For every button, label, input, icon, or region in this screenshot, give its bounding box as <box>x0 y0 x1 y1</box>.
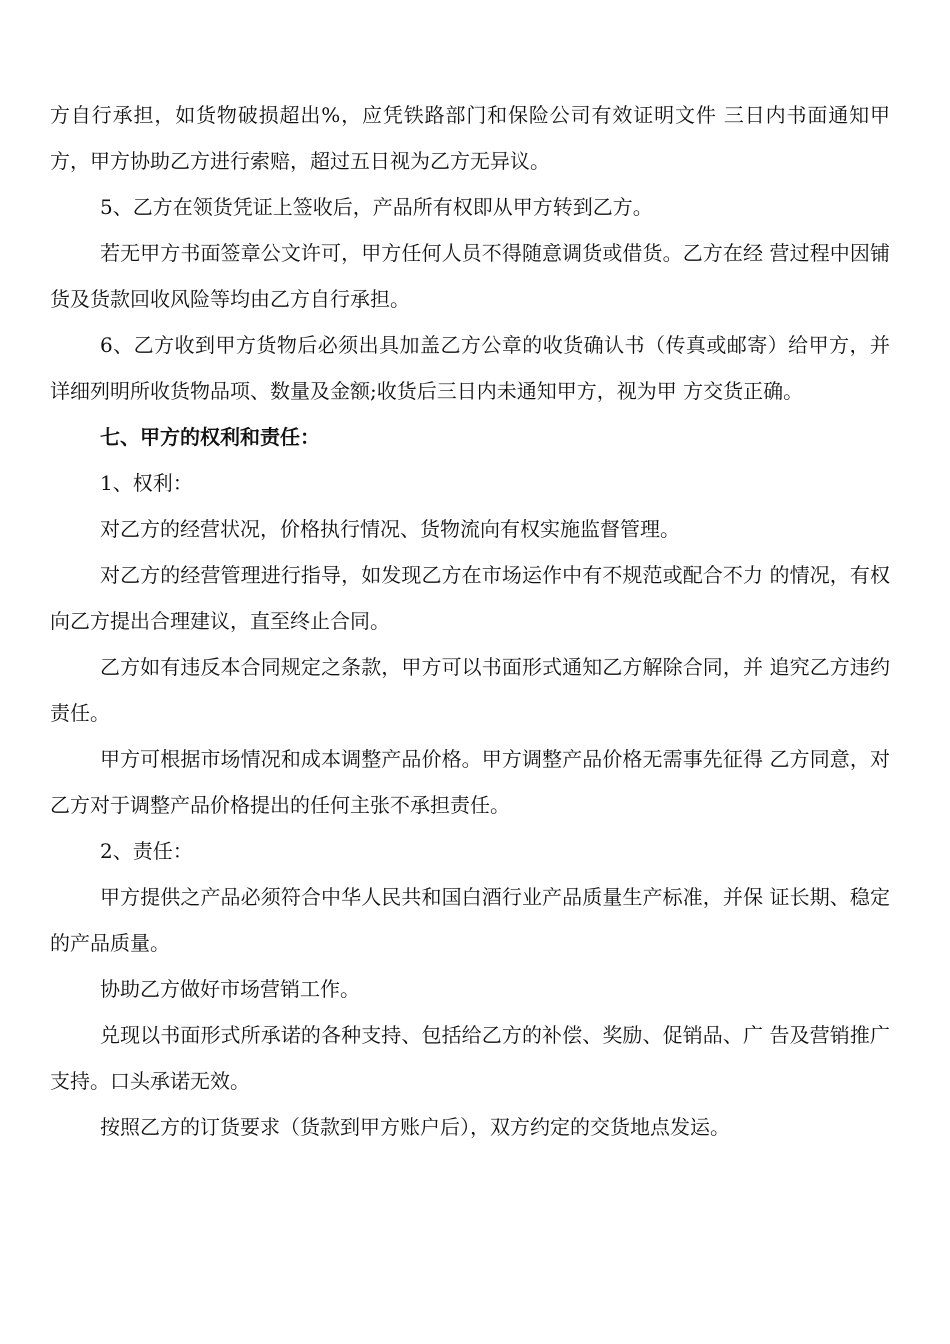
paragraph-duty-shipping: 按照乙方的订货要求（货款到甲方账户后），双方约定的交货地点发运。 <box>100 1115 730 1139</box>
paragraph-duty-marketing: 协助乙方做好市场营销工作。 <box>100 977 360 1001</box>
paragraph-duty-support: 兑现以书面形式所承诺的各种支持、包括给乙方的补偿、奖励、促销品、广 告及营销推广支持。口头承诺无效。 <box>50 1023 890 1093</box>
paragraph-duty-quality: 甲方提供之产品必须符合中华人民共和国白酒行业产品质量生产标准，并保 证长期、稳定的产品质量。 <box>50 885 890 955</box>
paragraph-right-supervision: 对乙方的经营状况，价格执行情况、货物流向有权实施监督管理。 <box>100 517 680 541</box>
paragraph-right-guidance: 对乙方的经营管理进行指导，如发现乙方在市场运作中有不规范或配合不力 的情况，有权向乙方提出合理建议，直至终止合同。 <box>50 563 890 633</box>
subheading-rights: 1、权利： <box>100 471 193 495</box>
paragraph-clause-6: 6、乙方收到甲方货物后必须出具加盖乙方公章的收货确认书（传真或邮寄）给甲方，并详细列明所收货物品项、数量及金额;收货后三日内未通知甲方，视为甲 方交货正确。 <box>50 333 890 403</box>
paragraph-clause-5: 5、乙方在领货凭证上签收后，产品所有权即从甲方转到乙方。 <box>100 195 653 219</box>
paragraph-right-price-adjustment: 甲方可根据市场情况和成本调整产品价格。甲方调整产品价格无需事先征得 乙方同意，对乙方对于调整产品价格提出的任何主张不承担责任。 <box>50 747 890 817</box>
paragraph-continuation: 方自行承担，如货物破损超出%，应凭铁路部门和保险公司有效证明文件 三日内书面通知甲方，甲方协助乙方进行索赔，超过五日视为乙方无异议。 <box>50 103 890 173</box>
paragraph-transfer-restriction: 若无甲方书面签章公文许可，甲方任何人员不得随意调货或借货。乙方在经 营过程中因铺货及货款回收风险等均由乙方自行承担。 <box>50 241 890 311</box>
section-heading-party-a-rights: 七、甲方的权利和责任： <box>100 425 320 449</box>
document-body <box>50 92 890 1150</box>
paragraph-right-termination: 乙方如有违反本合同规定之条款，甲方可以书面形式通知乙方解除合同，并 追究乙方违约责任。 <box>50 655 890 725</box>
subheading-responsibilities: 2、责任： <box>100 839 193 863</box>
